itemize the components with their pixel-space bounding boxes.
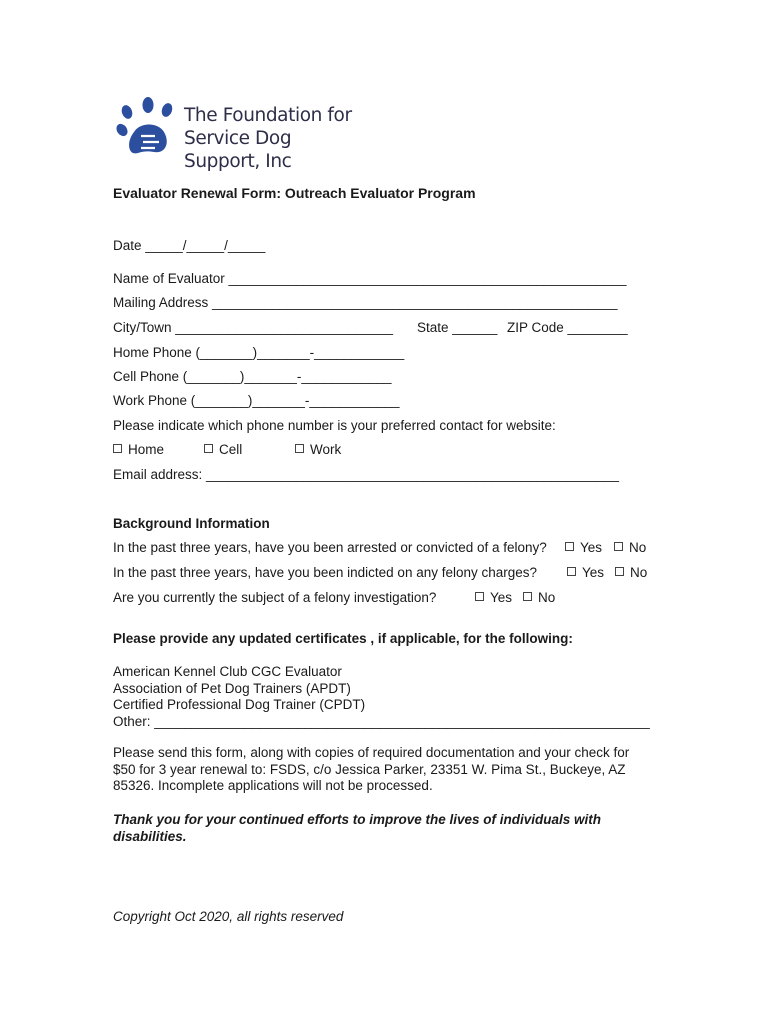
q1-yes[interactable]	[565, 540, 602, 555]
work-phone-field[interactable]: Work Phone (_______)_______-____________	[113, 393, 400, 408]
option-work-label: Work	[310, 442, 342, 457]
home-phone-field[interactable]: Home Phone (_______)_______-____________	[113, 345, 405, 360]
mailing-instructions: Please send this form, along with copies of required documentation and your check for $50 for 3 year renewal to: FSDS, c/o Jessica Parker, 23351 W. Pima St., Buckeye, AZ 85326. Incomplete applications will not be processed.	[113, 745, 630, 793]
preferred-contact-prompt: Please indicate which phone number is your preferred contact for website:	[113, 418, 556, 433]
paw-logo-icon	[114, 96, 180, 164]
home-checkbox[interactable]	[113, 444, 122, 453]
question-indicted: In the past three years, have you been indicted on any felony charges?	[113, 565, 538, 580]
foundation-logo	[114, 96, 364, 172]
certificate-item: Association of Pet Dog Trainers (APDT)	[113, 680, 351, 696]
option-home-label: Home	[128, 442, 165, 457]
q2-yes-checkbox[interactable]	[567, 567, 576, 576]
date-field[interactable]: Date _____/_____/_____	[113, 238, 266, 253]
q2-no[interactable]	[615, 565, 647, 580]
q3-no-checkbox[interactable]	[523, 592, 532, 601]
logo-text	[184, 104, 364, 173]
thank-you-note: Thank you for your continued efforts to improve the lives of individuals with disabilities.	[113, 812, 602, 844]
q3-yes[interactable]	[475, 590, 512, 605]
option-cell[interactable]	[204, 442, 242, 457]
cell-phone-field[interactable]: Cell Phone (_______)_______-____________	[113, 369, 392, 384]
logo-line-1: The Foundation for	[184, 105, 352, 126]
evaluator-name-field[interactable]: Name of Evaluator _____________________________________________________	[113, 271, 627, 286]
city-field[interactable]: City/Town _____________________________	[113, 320, 393, 335]
work-checkbox[interactable]	[295, 444, 304, 453]
q3-no-label: No	[538, 590, 556, 605]
state-field[interactable]: State ______	[417, 320, 498, 335]
question-arrested: In the past three years, have you been arrested or convicted of a felony?	[113, 540, 547, 555]
certificates-list	[113, 664, 658, 730]
form-title: Evaluator Renewal Form: Outreach Evaluator Program	[113, 185, 476, 201]
question-investigation: Are you currently the subject of a felony investigation?	[113, 590, 437, 605]
email-field[interactable]: Email address: _______________________________________________________	[113, 467, 619, 482]
q3-yes-checkbox[interactable]	[475, 592, 484, 601]
q2-no-label: No	[630, 565, 648, 580]
q2-yes-label: Yes	[582, 565, 605, 580]
q1-no-checkbox[interactable]	[614, 542, 623, 551]
certificate-item: American Kennel Club CGC Evaluator	[113, 664, 342, 679]
logo-line-2: Service Dog Support, Inc	[184, 128, 292, 172]
option-home[interactable]	[113, 442, 164, 457]
certificates-heading: Please provide any updated certificates , if applicable, for the following:	[113, 631, 573, 646]
q3-no[interactable]	[523, 590, 555, 605]
certificate-other-field[interactable]: Other: __________________________________________________________________	[113, 713, 650, 729]
option-cell-label: Cell	[219, 442, 243, 457]
copyright: Copyright Oct 2020, all rights reserved	[113, 909, 344, 924]
q1-no[interactable]	[614, 540, 646, 555]
zip-field[interactable]: ZIP Code ________	[507, 320, 628, 335]
q1-no-label: No	[629, 540, 647, 555]
background-heading: Background Information	[113, 516, 270, 531]
option-work[interactable]	[295, 442, 341, 457]
cell-checkbox[interactable]	[204, 444, 213, 453]
mailing-address-field[interactable]: Mailing Address ______________________________________________________	[113, 295, 618, 310]
q2-yes[interactable]	[567, 565, 604, 580]
q1-yes-checkbox[interactable]	[565, 542, 574, 551]
q3-yes-label: Yes	[490, 590, 513, 605]
q2-no-checkbox[interactable]	[615, 567, 624, 576]
certificate-item: Certified Professional Dog Trainer (CPDT)	[113, 697, 366, 712]
q1-yes-label: Yes	[580, 540, 603, 555]
